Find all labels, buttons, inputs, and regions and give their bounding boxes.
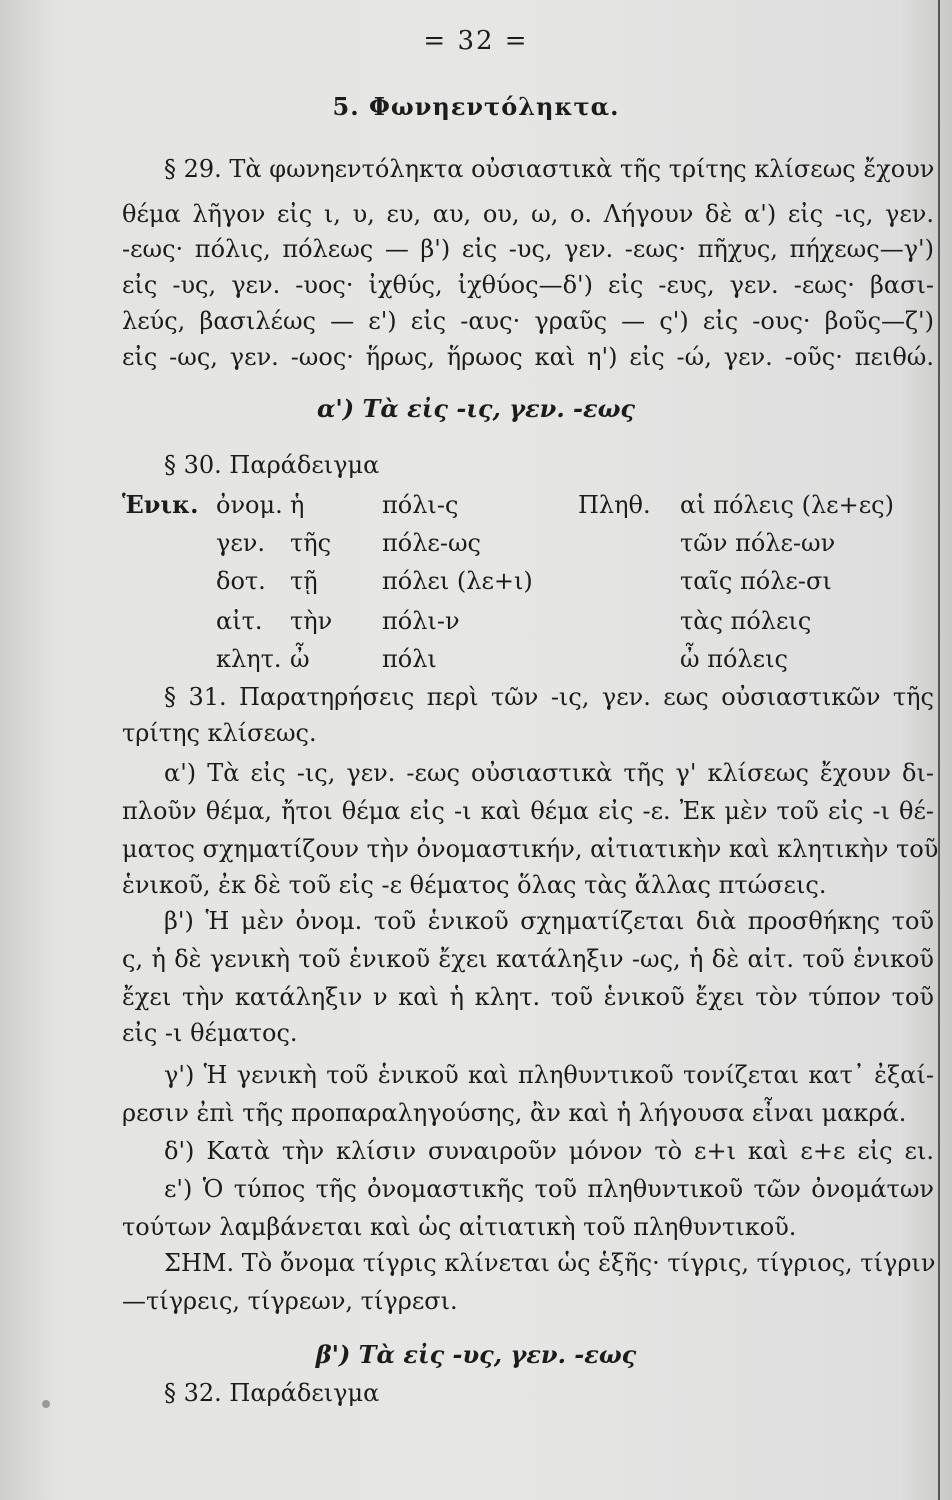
para31-line-12: ρεσιν ἐπὶ τῆς προπαραληγούσης, ἂν καὶ ἡ λήγουσα εἶναι μακρά.: [122, 1099, 907, 1127]
singular-form: πόλι-ς: [382, 491, 459, 519]
para31-line-14: ε') Ὁ τύπος τῆς ὀνομαστικῆς τοῦ πληθυντικοῦ τῶν ὀνομάτων: [164, 1175, 934, 1203]
case-label: ὀνομ.: [216, 491, 283, 519]
para32-heading: § 32. Παράδειγμα: [164, 1379, 380, 1407]
plural-form: τῶν πόλε-ων: [680, 529, 836, 557]
para31-line-16: ΣΗΜ. Τὸ ὄνομα τίγρις κλίνεται ὡς ἑξῆς· τίγρις, τίγριος, τίγριν: [164, 1249, 936, 1277]
subheading-a: α') Τὰ εἰς -ις, γεν. -εως: [316, 394, 636, 423]
page-number: = 32 =: [423, 26, 529, 56]
case-label: κλητ.: [216, 645, 282, 673]
para31-line-17: —τίγρεις, τίγρεων, τίγρεσι.: [122, 1287, 458, 1315]
para31-line-15: τούτων λαμβάνεται καὶ ὡς αἰτιατικὴ τοῦ πληθυντικοῦ.: [122, 1213, 797, 1241]
para31-line-11: γ') Ἡ γενικὴ τοῦ ἑνικοῦ καὶ πληθυντικοῦ τονίζεται κατ᾽ ἐξαί-: [164, 1061, 934, 1089]
page-edge-rule: [938, 0, 940, 1500]
para29-line-2: θέμα λῆγον εἰς ι, υ, ευ, αυ, ου, ω, ο. Λήγουν δὲ α') εἰς -ις, γεν.: [122, 200, 934, 228]
singular-article: τῇ: [290, 567, 318, 595]
para31-line-4: πλοῦν θέμα, ἤτοι θέμα εἰς -ι καὶ θέμα εἰς -ε. Ἐκ μὲν τοῦ εἰς -ι θέ-: [122, 797, 934, 825]
case-label: γεν.: [216, 529, 265, 557]
plural-label: Πληθ.: [578, 491, 651, 519]
singular-article: ὦ: [290, 645, 310, 673]
singular-article: ἡ: [290, 491, 305, 519]
para29-line-6: εἰς -ως, γεν. -ωος· ἥρως, ἥρωος καὶ η') εἰς -ώ, γεν. -οῦς· πειθώ.: [122, 343, 934, 371]
singular-form: πόλι-ν: [382, 607, 460, 635]
para31-line-10: εἰς -ι θέματος.: [122, 1019, 298, 1047]
singular-article: τὴν: [290, 607, 333, 635]
para31-line-8: ς, ἡ δὲ γενικὴ τοῦ ἑνικοῦ ἔχει κατάληξιν -ως, ἡ δὲ αἰτ. τοῦ ἑνικοῦ: [122, 945, 934, 973]
para31-line-1: § 31. Παρατηρήσεις περὶ τῶν -ις, γεν. εως οὐσιαστικῶν τῆς: [164, 683, 934, 711]
case-label: αἰτ.: [216, 607, 263, 635]
chapter-title: 5. Φωνηεντόληκτα.: [332, 92, 620, 121]
para31-line-9: ἔχει τὴν κατάληξιν ν καὶ ἡ κλητ. τοῦ ἑνικοῦ ἔχει τὸν τύπον τοῦ: [122, 983, 934, 1011]
singular-form: πόλει (λε+ι): [382, 567, 533, 595]
para29-line-4: εἰς -υς, γεν. -υος· ἰχθύς, ἰχθύος—δ') εἰς -ευς, γεν. -εως· βασι-: [122, 271, 934, 299]
para31-line-3: α') Τὰ εἰς -ις, γεν. -εως οὐσιαστικὰ τῆς γ' κλίσεως ἔχουν δι-: [164, 759, 934, 787]
singular-article: τῆς: [290, 529, 332, 557]
singular-form: πόλε-ως: [382, 529, 481, 557]
plural-form: αἱ πόλεις (λε+ες): [680, 491, 894, 519]
para31-line-6: ἑνικοῦ, ἐκ δὲ τοῦ εἰς -ε θέματος ὅλας τὰς ἄλλας πτώσεις.: [122, 871, 827, 899]
para29-line-5: λεύς, βασιλέως — ε') εἰς -αυς· γραῦς — ς') εἰς -ους· βοῦς—ζ'): [122, 307, 934, 335]
para30-heading: § 30. Παράδειγμα: [164, 451, 380, 479]
plural-form: ὦ πόλεις: [680, 645, 788, 673]
case-label: δοτ.: [216, 567, 266, 595]
singular-label: Ἑνικ.: [122, 490, 199, 519]
plural-form: ταῖς πόλε-σι: [680, 567, 832, 595]
para29-line-3: -εως· πόλις, πόλεως — β') εἰς -υς, γεν. -εως· πῆχυς, πήχεως—γ'): [122, 235, 934, 263]
para31-line-7: β') Ἡ μὲν ὀνομ. τοῦ ἑνικοῦ σχηματίζεται διὰ προσθήκης τοῦ: [164, 907, 934, 935]
para31-line-2: τρίτης κλίσεως.: [122, 719, 317, 747]
para31-line-5: ματος σχηματίζουν τὴν ὀνομαστικήν, αἰτιατικὴν καὶ κλητικὴν τοῦ: [122, 835, 939, 863]
para31-line-13: δ') Κατὰ τὴν κλίσιν συναιροῦν μόνον τὸ ε+ι καὶ ε+ε εἰς ει.: [164, 1137, 934, 1165]
scan-speck: [42, 1400, 50, 1408]
subheading-b: β') Τὰ εἰς -υς, γεν. -εως: [315, 1340, 637, 1369]
para29-line-1: § 29. Τὰ φωνηεντόληκτα οὐσιαστικὰ τῆς τρίτης κλίσεως ἔχουν: [164, 155, 935, 183]
plural-form: τὰς πόλεις: [680, 607, 812, 635]
singular-form: πόλι: [382, 645, 437, 673]
